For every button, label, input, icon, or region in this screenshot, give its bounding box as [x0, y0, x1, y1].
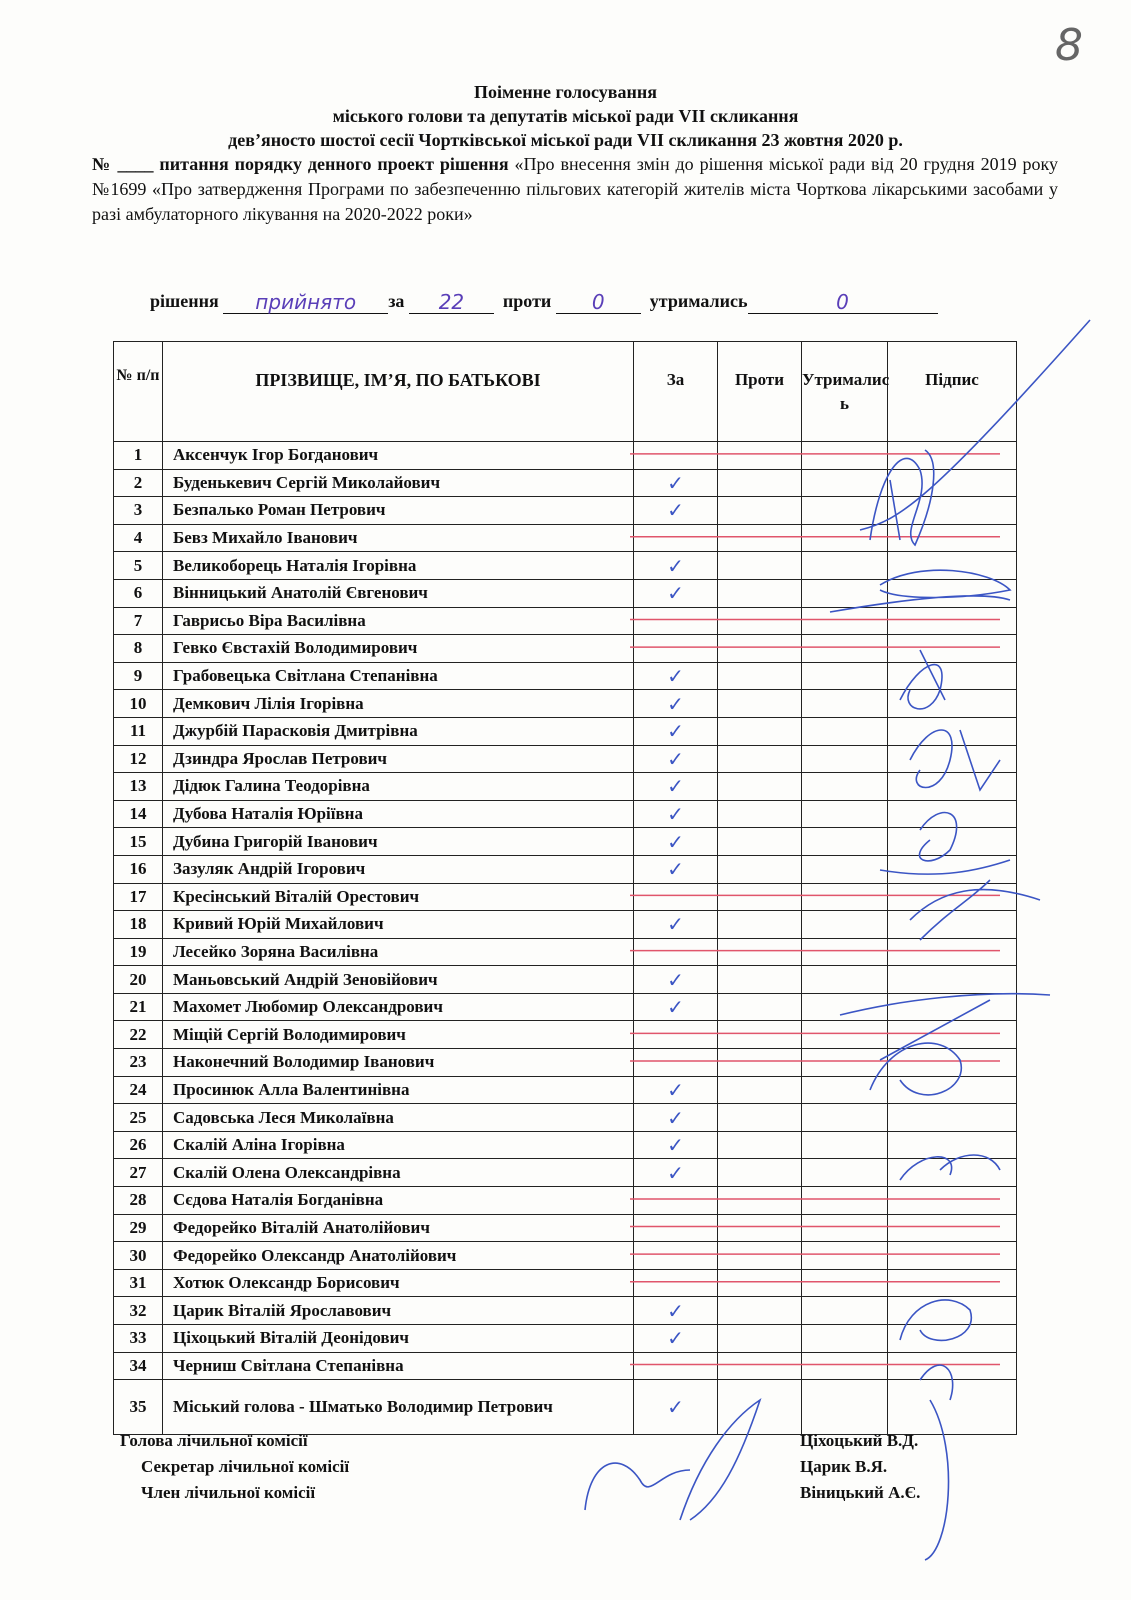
signature-scribble	[830, 570, 1010, 612]
vote-for-mark: ✓	[634, 966, 718, 994]
deputy-name: Дубова Наталія Юріївна	[163, 800, 634, 828]
secretary-name: Царик В.Я.	[800, 1457, 888, 1476]
row-number: 14	[114, 800, 163, 828]
row-number: 15	[114, 828, 163, 856]
deputy-name: Лесейко Зоряна Василівна	[163, 938, 634, 966]
row-number: 19	[114, 938, 163, 966]
row-number: 7	[114, 607, 163, 635]
deputy-name: Кривий Юрій Михайлович	[163, 911, 634, 939]
page-number: 8	[1055, 20, 1083, 71]
vote-for-mark: ✓	[634, 469, 718, 497]
deputy-name: Дзиндра Ярослав Петрович	[163, 745, 634, 773]
row-number: 24	[114, 1076, 163, 1104]
signature-scribble	[870, 1000, 990, 1095]
agenda-item-prefix: № ____ питання порядку денного проект рішення	[92, 154, 509, 174]
deputy-name: Міщій Сергій Володимирович	[163, 1021, 634, 1049]
deputy-name: Садовська Леся Миколаївна	[163, 1104, 634, 1132]
document-title: Поіменне голосування	[473, 82, 658, 102]
row-number: 33	[114, 1325, 163, 1353]
deputy-name: Бевз Михайло Іванович	[163, 524, 634, 552]
header-name: ПРІЗВИЩЕ, ІМ’Я, ПО БАТЬКОВІ	[163, 342, 634, 442]
signature-scribble	[880, 813, 1010, 875]
row-number: 4	[114, 524, 163, 552]
signature-scribble	[900, 1155, 1000, 1180]
deputy-name: Федорейко Олександр Анатолійович	[163, 1242, 634, 1270]
row-number: 16	[114, 855, 163, 883]
abstain-label: утримались	[649, 291, 748, 311]
signature-scribble	[900, 650, 945, 709]
deputy-name: Міський голова - Шматько Володимир Петрович	[163, 1380, 634, 1435]
vote-for-mark: ✓	[634, 1131, 718, 1159]
row-number: 13	[114, 773, 163, 801]
vote-for-mark: ✓	[634, 855, 718, 883]
row-number: 22	[114, 1021, 163, 1049]
signature-scribble	[585, 1400, 949, 1560]
row-number: 17	[114, 883, 163, 911]
deputy-name: Федорейко Віталій Анатолійович	[163, 1214, 634, 1242]
deputy-name: Зазуляк Андрій Ігорович	[163, 855, 634, 883]
deputy-name: Хотюк Олександр Борисович	[163, 1269, 634, 1297]
session-line: дев’яносто шостої сесії Чортківської міської ради VII скликання 23 жовтня 2020 р.	[228, 130, 903, 150]
for-label: за	[388, 291, 405, 311]
vote-for-mark: ✓	[634, 911, 718, 939]
row-number: 10	[114, 690, 163, 718]
row-number: 21	[114, 993, 163, 1021]
member-label: Член лічильної комісії	[141, 1483, 316, 1502]
deputy-name: Наконечний Володимир Іванович	[163, 1049, 634, 1077]
decision-result: прийнято	[223, 291, 388, 314]
row-number: 11	[114, 717, 163, 745]
deputy-name: Великоборець Наталія Ігорівна	[163, 552, 634, 580]
document-subtitle: міського голови та депутатів міської ради VII скликання	[332, 106, 799, 126]
row-number: 5	[114, 552, 163, 580]
deputy-name: Царик Віталій Ярославович	[163, 1297, 634, 1325]
vote-for-mark: ✓	[634, 1159, 718, 1187]
deputy-name: Грабовецька Світлана Степанівна	[163, 662, 634, 690]
deputy-name: Дідюк Галина Теодорівна	[163, 773, 634, 801]
deputy-name: Сєдова Наталія Богданівна	[163, 1187, 634, 1215]
vote-for-mark: ✓	[634, 1076, 718, 1104]
chair-label: Голова лічильної комісії	[120, 1431, 308, 1450]
header-signature: Підпис	[888, 342, 1017, 442]
decision-label: рішення	[150, 291, 219, 311]
deputy-name: Махомет Любомир Олександрович	[163, 993, 634, 1021]
row-number: 12	[114, 745, 163, 773]
deputy-name: Маньовський Андрій Зеновійович	[163, 966, 634, 994]
row-number: 9	[114, 662, 163, 690]
vote-for-mark: ✓	[634, 662, 718, 690]
header-against: Проти	[718, 342, 802, 442]
row-number: 8	[114, 635, 163, 663]
row-number: 28	[114, 1187, 163, 1215]
row-number: 34	[114, 1352, 163, 1380]
vote-for-mark: ✓	[634, 717, 718, 745]
vote-for-mark: ✓	[634, 745, 718, 773]
deputy-name: Скалій Аліна Ігорівна	[163, 1131, 634, 1159]
row-number: 32	[114, 1297, 163, 1325]
deputy-name: Аксенчук Ігор Богданович	[163, 442, 634, 470]
header-abstain: Утрималис ь	[802, 342, 888, 442]
agenda-item-text: «Про внесення змін до рішення міської ради від 20 грудня 2019 року №1699 «Про затвердження Програми по забезпеченню пільгових категорій жителів міста Чорткова лікарськими засобами у разі амбулаторного лікування на 2020-2022 роки»	[92, 154, 1058, 224]
vote-for-mark: ✓	[634, 690, 718, 718]
signature-scribble	[860, 320, 1090, 545]
deputy-name: Гаврисьо Віра Василівна	[163, 607, 634, 635]
row-number: 23	[114, 1049, 163, 1077]
signature-scribble	[840, 880, 1050, 1015]
header-num: № п/п	[114, 342, 163, 442]
secretary-label: Секретар лічильної комісії	[141, 1457, 350, 1476]
row-number: 29	[114, 1214, 163, 1242]
header-for: За	[634, 342, 718, 442]
chair-name: Ціхоцький В.Д.	[800, 1431, 919, 1450]
vote-for-mark: ✓	[634, 993, 718, 1021]
deputy-name: Буденькевич Сергій Миколайович	[163, 469, 634, 497]
deputy-name: Вінницький Анатолій Євгенович	[163, 579, 634, 607]
deputy-name: Скалій Олена Олександрівна	[163, 1159, 634, 1187]
row-number: 25	[114, 1104, 163, 1132]
deputy-name: Просинюк Алла Валентинівна	[163, 1076, 634, 1104]
vote-for-mark: ✓	[634, 552, 718, 580]
against-label: проти	[502, 291, 552, 311]
deputy-name: Ціхоцький Віталій Деонідович	[163, 1325, 634, 1353]
vote-for-mark: ✓	[634, 497, 718, 525]
vote-for-mark: ✓	[634, 828, 718, 856]
row-number: 18	[114, 911, 163, 939]
deputy-name: Дубина Григорій Іванович	[163, 828, 634, 856]
row-number: 1	[114, 442, 163, 470]
against-count: 0	[556, 291, 641, 314]
row-number: 3	[114, 497, 163, 525]
vote-for-mark: ✓	[634, 800, 718, 828]
signature-scribble	[900, 1300, 971, 1400]
row-number: 27	[114, 1159, 163, 1187]
deputy-name: Кресінський Віталій Орестович	[163, 883, 634, 911]
deputy-name: Безпалько Роман Петрович	[163, 497, 634, 525]
vote-for-mark: ✓	[634, 1104, 718, 1132]
signature-scribble	[910, 730, 1000, 790]
row-number: 26	[114, 1131, 163, 1159]
row-number: 20	[114, 966, 163, 994]
row-number: 2	[114, 469, 163, 497]
deputy-name: Демкович Лілія Ігорівна	[163, 690, 634, 718]
vote-for-mark: ✓	[634, 579, 718, 607]
vote-for-mark: ✓	[634, 1297, 718, 1325]
vote-for-mark: ✓	[634, 773, 718, 801]
vote-for-mark: ✓	[634, 1325, 718, 1353]
deputy-name: Гевко Євстахій Володимирович	[163, 635, 634, 663]
row-number: 30	[114, 1242, 163, 1270]
row-number: 6	[114, 579, 163, 607]
abstain-count: 0	[748, 291, 938, 314]
deputy-name: Джурбій Парасковія Дмитрівна	[163, 717, 634, 745]
member-name: Віницький А.Є.	[800, 1483, 921, 1502]
deputy-name: Черниш Світлана Степанівна	[163, 1352, 634, 1380]
for-count: 22	[409, 291, 494, 314]
row-number: 35	[114, 1380, 163, 1435]
vote-for-mark: ✓	[634, 1380, 718, 1435]
row-number: 31	[114, 1269, 163, 1297]
